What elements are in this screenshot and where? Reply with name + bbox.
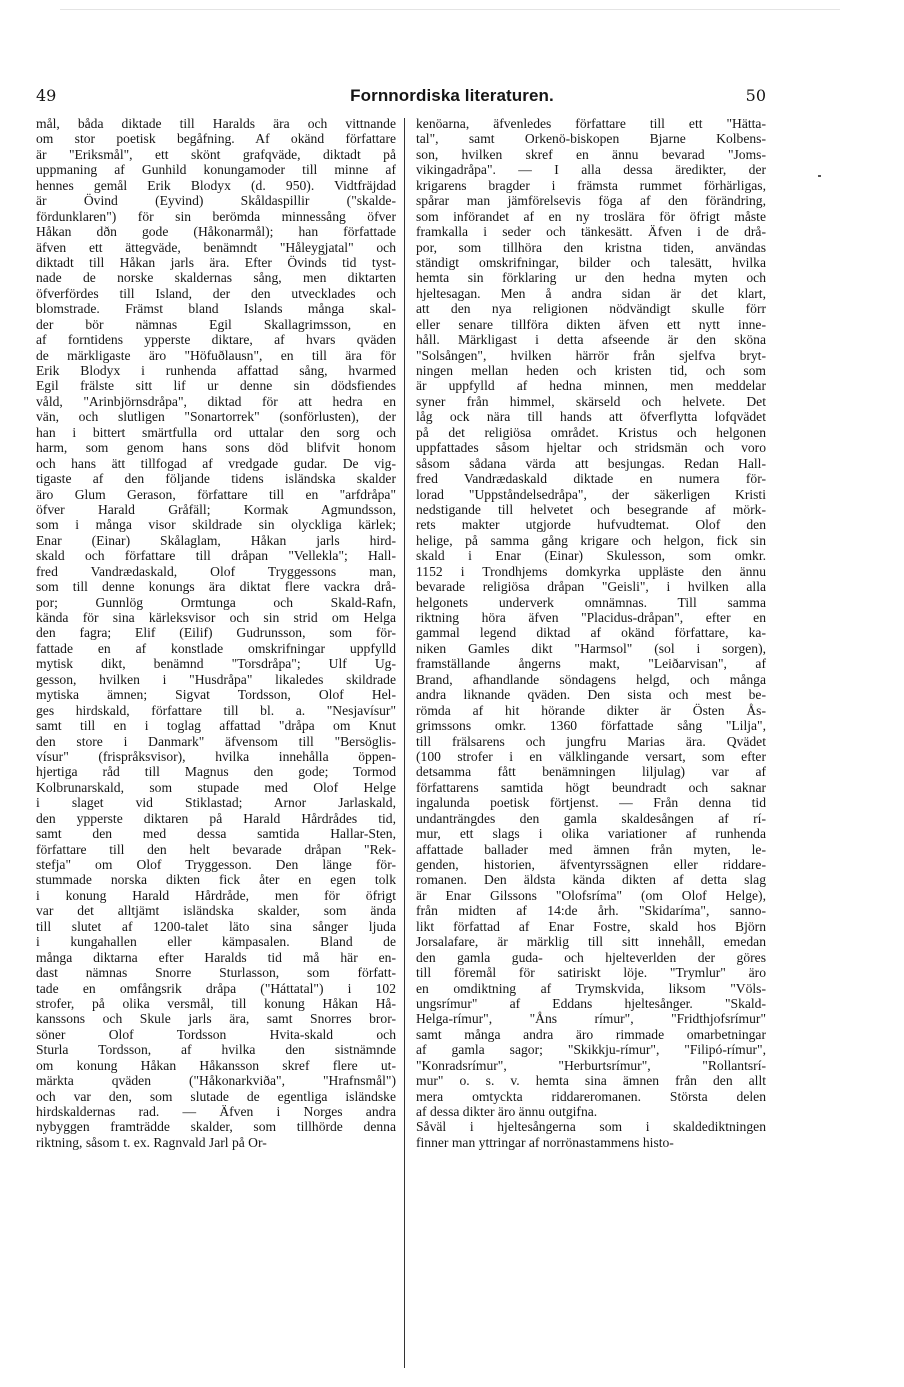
text-line: den store i Danmark" äfvensom till "Bersöglis- [36, 733, 396, 749]
text-line: kända för sina kärleksvisor och sin strid om Helga [36, 610, 396, 625]
text-line: gammal legend diktad af okänd författare, ka- [416, 625, 766, 641]
running-title: Fornnordiska literaturen. [350, 86, 554, 105]
text-line: finner man yttringar af norrönastammens histo- [416, 1134, 674, 1150]
text-line: syner från himmel, skärseld och helvete. Det [416, 393, 766, 409]
text-line: i konung Harald Hårdråde, men för öfrigt [36, 887, 396, 903]
text-line: som i många visor skildrade sin olyckliga kärlek; [36, 517, 396, 533]
text-line: Enar (Einar) Skålaglam, Håkan jarls hird- [36, 532, 396, 548]
text-line: skald och författare till dråpan "Vellekla"; Hall- [36, 548, 396, 564]
text-line: dast nämnas Snorre Sturlasson, som författ- [36, 965, 396, 981]
text-line: mur, ett slags i olika variationer af runhenda [416, 826, 766, 842]
text-line: ständigt omskrifningar, bilder och talesätt, hvilka [416, 254, 766, 270]
text-line: "Konradsrímur", "Herburtsrímur", "Rollantsrí- [416, 1057, 766, 1073]
text-line: Erik Blodyx i runhenda affattad sång, hvarmed [36, 363, 396, 378]
text-line: författare till den helt bevarade dråpan "Rek- [36, 841, 396, 857]
text-line: Håkan dðn gode (Håkonarmål); han författade [36, 224, 396, 240]
text-line: samt till en i toglag affattad "dråpa om Knut [36, 718, 396, 734]
text-line: håll. Märkligast i detta afseende är den sköna [416, 332, 766, 348]
text-line: Jorsalafare, är märklig till sitt innehåll, emedan [416, 934, 766, 950]
text-line: fred Vandrædaskald diktade en numera för- [416, 471, 766, 487]
text-line: författarens samtida högt beundradt och saknar [416, 779, 766, 795]
text-line: diktadt till Håkan jarls ära. Efter Övinds tid tyst- [36, 254, 396, 270]
text-line: öfver Harald Gråfäll; Kormak Agmundsson, [36, 501, 396, 517]
text-line: hennes gemål Erik Blodyx (d. 950). Vidtfräjdad [36, 177, 396, 193]
text-line: eller senare tillföra dikten äfven ett nytt inne- [416, 316, 766, 332]
text-line: helige, på samma gång krigare och helgon, fick sin [416, 532, 766, 548]
page-number-right: 50 [745, 86, 766, 105]
text-line: nade de norske skaldernas sång, men diktarten [36, 270, 396, 286]
text-line: riktning, såsom t. ex. Ragnvald Jarl på Or- [36, 1134, 267, 1150]
text-line: bevarade religiösa dråpan "Geisli", i hvilken alla [416, 579, 766, 595]
text-line: till frälsarens och jungfru Marias ära. Qvädet [416, 733, 766, 749]
text-line: är "Eriksmål", ett skönt grafqväde, diktadt på [36, 146, 396, 162]
text-line: öfverfördes till Island, der den utvecklades och [36, 285, 396, 301]
text-line: lorad "Uppståndelsedråpa", der säkerligen Kristi [416, 486, 766, 502]
text-line: af forntidens ypperste diktare, af hvars qväden [36, 332, 396, 348]
text-line: i slaget vid Stiklastad; Arnor Jarlaskald, [36, 795, 396, 811]
text-line: vikingadråpa". — I alla dessa äredikter, der [416, 162, 766, 178]
text-line: hirdskaldernas rad. — Äfven i Norges andra [36, 1104, 396, 1119]
text-line: den gamla guda- och hjelteverlden der göres [416, 949, 766, 965]
text-line: "Solsången", hvilken härrör från sjelfva bryt- [416, 347, 766, 363]
text-line: tade en omfångsrik dråpa ("Háttatal") i 102 [36, 980, 396, 996]
text-line: fördunklaren") för sin berömda minnessång öfver [36, 208, 396, 224]
text-line: märkta qväden ("Håkonarkviða", "Hrafnsmål") [36, 1073, 396, 1089]
text-line: att den nya religionen nödvändigt skulle förr [416, 301, 766, 317]
text-line: en omdiktning af Trymskvida, liksom "Völs- [416, 980, 766, 996]
text-line: gesson, hvilken i "Husdråpa" likaledes skildrade [36, 671, 396, 687]
text-line: och hans ätt tillfogad af vredgade gudar. De vig- [36, 455, 396, 471]
text-line: den ypperste diktaren på Harald Hårdrådes tid, [36, 810, 396, 826]
text-line: ingalunda poetisk förtjenst. — Från denna tid [416, 795, 766, 811]
text-line: kenöarna, äfvenledes författare till ett "Hätta- [416, 116, 766, 131]
text-line: likt författad af Enar Fostre, skald hos Björn [416, 918, 766, 934]
text-line: tigaste af den följande tidens isländska skalder [36, 471, 396, 487]
text-line: till föremål för satiriskt löje. "Trymlur" äro [416, 965, 766, 981]
text-line: mur" o. s. v. hemta sina ämnen från den allt [416, 1073, 766, 1089]
text-line: våld, "Arinbjörnsdråpa", diktad för att hedra en [36, 393, 396, 409]
text-line: skald i Enar (Einar) Skulesson, som omkr. [416, 548, 766, 564]
text-line: harm, som genom hans sons död blifvit honom [36, 440, 396, 456]
text-line: krigarens bragder i främsta rummet förhärligas, [416, 177, 766, 193]
text-line: är Övind (Eyvind) Skåldaspillir ("skalde- [36, 193, 396, 209]
text-line: såsom sådana värda att besjungas. Redan Hall- [416, 455, 766, 471]
text-line: som till denne konungs ära diktat flere vackra drå- [36, 579, 396, 595]
text-line: ningen mellan heden och kristen tid, och som [416, 363, 766, 378]
text-line: mera omtyckta riddareromanen. Största delen [416, 1088, 766, 1104]
text-line: römda af hit hörande dikter är Östen Ås- [416, 702, 766, 718]
text-line: kanssons och Skule jarls ära, samt Snorres bror- [36, 1011, 396, 1027]
text-line: genden, historien, äfventyrssägnen eller riddare- [416, 857, 766, 872]
text-line: äfven ett ättegväde, benämndt "Håleygjatal" och [36, 239, 396, 255]
text-line: uppmaning af Gunhild konungamoder till minne af [36, 162, 396, 178]
text-line: ungsrímur" af Eddans hjeltesånger. "Skald- [416, 995, 766, 1011]
text-line: många diktarna efter Haralds tid må här en- [36, 949, 396, 965]
text-line: riktning höra äfven "Placidus-dråpan", efter en [416, 610, 766, 625]
text-line: hjeltesagan. Men å andra sidan är det klart, [416, 285, 766, 301]
text-line: från midten af 14:de årh. "Skidaríma", sanno- [416, 903, 766, 919]
text-line: som införandet af en ny troslära för öfrigt måste [416, 208, 766, 224]
text-line: undanträngdes den gamla skaldesången af rí- [416, 810, 766, 826]
text-line: blomstrade. Främst bland Islands många skal- [36, 301, 396, 317]
text-line: söner Olof Tordsson Hvita-skald och [36, 1026, 396, 1042]
text-line: por, som tillhöra den kristna tiden, användas [416, 239, 766, 255]
text-line: mytiska ämnen; Sigvat Tordsson, Olof Hel- [36, 687, 396, 703]
left-column [36, 116, 396, 1150]
right-column [416, 116, 766, 1150]
text-line: vísur" (frispråksvisor), hvilka innehålla öppen- [36, 748, 396, 764]
text-line: son, hvilken skref en ännu bevarad "Joms- [416, 146, 766, 162]
text-line: mytisk dikt, benämnd "Torsdråpa"; Ulf Ug- [36, 656, 396, 672]
text-line: por; Gunnlög Ormtunga och Skald-Rafn, [36, 594, 396, 610]
text-line: grimssons omkr. 1360 författade sång "Lilja", [416, 718, 766, 734]
text-line: vän, och slutligen "Sonartorrek" (sonförlusten), der [36, 409, 396, 425]
text-line: af dessa dikter äro ännu outgifna. [416, 1104, 598, 1119]
text-line: strofer, på olika versmål, till konung Håkan Hå- [36, 995, 396, 1011]
text-line: framkalla i seder och tänkesätt. Äfven i de drå- [416, 224, 766, 240]
text-line: Brand, afhandlande söndagens helgd, och många [416, 671, 766, 687]
text-line: uppfattades såsom hjeltar och stridsmän och voro [416, 440, 766, 456]
text-line: i kungahallen eller kämpasalen. Bland de [36, 934, 396, 950]
text-line: är Enar Gilssons "Olofsríma" (om Olof Helge), [416, 887, 766, 903]
text-line: var det alltjämt isländska skalder, som ända [36, 903, 396, 919]
text-line: låg ock nära till hands att öfverflytta lofqvädet [416, 409, 766, 425]
text-line: spårar man jämförelsevis föga af den förändring, [416, 193, 766, 209]
text-line: äro Glum Gerason, författare till en "arfdråpa" [36, 486, 396, 502]
text-line: tal", samt Orkenö-biskopen Bjarne Kolbens- [416, 131, 766, 147]
scan-top-edge [60, 9, 840, 10]
text-line: romanen. Den äldsta kända dikten af detta slag [416, 872, 766, 888]
text-line: Såväl i hjeltesångerna som i skaldediktningen [416, 1119, 766, 1135]
text-line: han i bittert smärtfulla ord uttalar den sorg och [36, 424, 396, 440]
text-line: de märkligaste äro "Höfuðlausn", en till ära för [36, 347, 396, 363]
text-line: på det religiösa området. Kristus och helgonen [416, 424, 766, 440]
text-line: stefja" om Olof Tryggesson. Den länge för- [36, 857, 396, 872]
text-line: den fagra; Elif (Eilif) Gudrunsson, som för- [36, 625, 396, 641]
text-line: (100 strofer i en välklingande versart, som efter [416, 748, 766, 764]
text-line: Sturla Tordsson, af hvilka den sistnämnde [36, 1042, 396, 1058]
text-line: der bör nämnas Egil Skallagrimsson, en [36, 316, 396, 332]
text-line: hjertiga råd till Magnus den gode; Tormod [36, 764, 396, 780]
text-line: nybyggen framträdde skalder, som tillhörde denna [36, 1119, 396, 1135]
text-line: fattade en af konstlade omskrifningar uppfylld [36, 640, 396, 656]
text-line: och var den, som slutade de egentliga isländske [36, 1088, 396, 1104]
text-line: är uppfylld af hedna minnen, men meddelar [416, 378, 766, 394]
text-line: Kolbrunarskald, som stupade med Olof Helge [36, 779, 396, 795]
text-line: 1152 i Trondhjems domkyrka uppläste den ännu [416, 563, 766, 579]
text-line: om konung Håkan Håkansson skref flere ut- [36, 1057, 396, 1073]
text-line: samt många andra äro rimmade omarbetningar [416, 1026, 766, 1042]
page-number-left: 49 [36, 86, 57, 105]
text-line: fred Vandrædaskald, Olof Tryggessons man, [36, 563, 396, 579]
text-line: rets makter utgjorde hufvudtemat. Olof den [416, 517, 766, 533]
text-line: af gamla sagor; "Skikkju-rímur", "Filipó-rímur", [416, 1042, 766, 1058]
text-line: andra liknande qväden. Den sista och mest be- [416, 687, 766, 703]
column-divider [404, 118, 405, 1368]
text-line: samt den med dessa samtida Hallar-Sten, [36, 826, 396, 842]
text-line: stummade norska dikten fick åter en egen tolk [36, 872, 396, 888]
text-line: detsamma fått benämningen liljulag) var af [416, 764, 766, 780]
text-line: framställande ångerns makt, "Leiðarvisan", af [416, 656, 766, 672]
text-line: helgonets underverk omnämnas. Till samma [416, 594, 766, 610]
text-line: till slutet af 1200-talet läto sina sånger ljuda [36, 918, 396, 934]
scan-speck [818, 175, 821, 177]
page-header [0, 86, 904, 108]
text-line: niken Gamles dikt "Harmsol" (sol i sorgen), [416, 640, 766, 656]
text-line: affattade ballader med ämnen från myten, le- [416, 841, 766, 857]
text-line: Helga-rímur", "Åns rímur", "Fridthjofsrímur" [416, 1011, 766, 1027]
text-line: om stor poetisk begåfning. Af okänd författare [36, 131, 396, 147]
text-line: mål, båda diktade till Haralds ära och vittnande [36, 116, 396, 131]
text-line: Egil frälste sitt lif ur denne sin dödsfiendes [36, 378, 396, 394]
text-line: nedstigande till helvetet och besegrande af mörk- [416, 501, 766, 517]
text-line: hemta sin förklaring ur den hedna myten och [416, 270, 766, 286]
text-line: ges hirdskald, författare till bl. a. "Nesjavísur" [36, 702, 396, 718]
